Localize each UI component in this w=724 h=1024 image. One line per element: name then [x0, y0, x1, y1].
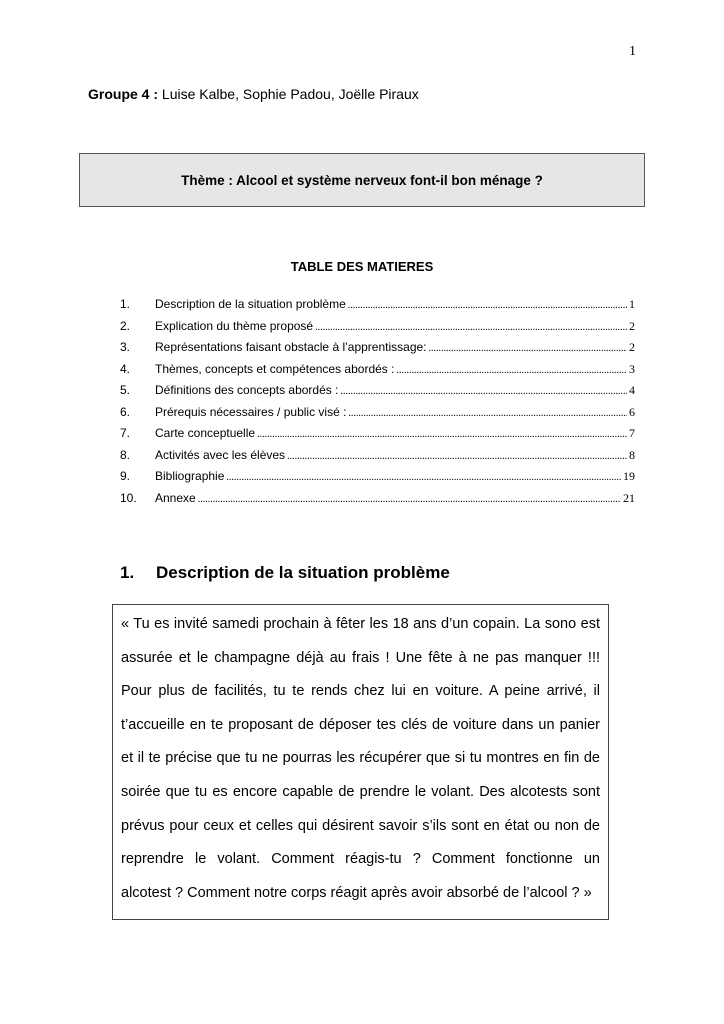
toc-entry[interactable]: [120, 426, 635, 448]
toc-entry-page: 7: [629, 426, 635, 440]
toc-entry-label: Bibliographie: [155, 469, 225, 483]
group-line: [88, 86, 419, 102]
toc-leader-dots: [340, 386, 627, 397]
toc-entry-page: 4: [629, 383, 635, 397]
toc-leader-dots: [429, 343, 628, 354]
toc-entry-page: 19: [623, 469, 635, 483]
group-members: Luise Kalbe, Sophie Padou, Joëlle Piraux: [161, 86, 419, 102]
toc-entry-number: 6.: [120, 404, 131, 419]
toc-title: TABLE DES MATIERES: [290, 259, 434, 274]
toc-entry[interactable]: [120, 362, 635, 384]
toc-entry[interactable]: [120, 405, 635, 427]
quote-line: t’accueille en te proposant de déposer tes clés de voiture dans un panier: [121, 716, 600, 733]
toc-entry-number: 7.: [120, 426, 131, 440]
toc-entry-number: 1.: [120, 297, 131, 311]
toc-leader-dots: [348, 300, 627, 311]
toc-leader-dots: [315, 322, 627, 333]
quote-line: Pour plus de facilités, tu te rends chez lui en voiture. A peine arrivé, il: [121, 683, 600, 700]
quote-line: « Tu es invité samedi prochain à fêter les 18 ans d’un copain. La sono est: [121, 616, 600, 632]
toc-entry-label: Définitions des concepts abordés :: [155, 383, 339, 397]
toc-leader-dots: [198, 494, 621, 505]
toc-entry-label: Description de la situation problème: [155, 297, 346, 311]
toc-leader-dots: [257, 429, 627, 440]
toc-entry[interactable]: [120, 319, 635, 341]
quote-line: assurée et le champagne déjà au frais ! Une fête à ne pas manquer !!!: [121, 649, 600, 666]
theme-box: Thème : Alcool et système nerveux font-il bon ménage ?: [79, 153, 645, 207]
toc-entry[interactable]: [120, 469, 635, 491]
table-of-contents: [120, 297, 635, 512]
situation-quote-box: [112, 604, 609, 920]
toc-entry-page: 2: [629, 340, 635, 354]
toc-entry-number: 10.: [120, 490, 137, 505]
toc-entry-label: Explication du thème proposé: [155, 318, 314, 333]
toc-entry-label: Thèmes, concepts et compétences abordés :: [155, 361, 395, 376]
toc-entry-page: 2: [629, 318, 635, 333]
section-title: Description de la situation problème: [156, 563, 450, 582]
toc-entry-page: 1: [629, 297, 635, 311]
quote-line: reprendre le volant. Comment réagis-tu ? Comment fonctionne un: [121, 851, 600, 868]
toc-entry[interactable]: [120, 297, 635, 319]
quote-line: et il te précise que tu ne pourras les récupérer que si tu montres en fin de: [121, 750, 600, 767]
quote-line: alcotest ? Comment notre corps réagit après avoir absorbé de l’alcool ? »: [121, 884, 592, 901]
toc-entry[interactable]: [120, 491, 635, 513]
toc-leader-dots: [348, 408, 627, 419]
toc-entry-page: 6: [629, 404, 635, 419]
section-number: 1.: [120, 563, 135, 582]
toc-leader-dots: [287, 451, 627, 462]
toc-entry-label: Annexe: [155, 490, 196, 505]
toc-entry-number: 9.: [120, 469, 131, 483]
toc-entry-number: 8.: [120, 447, 131, 462]
toc-entry-label: Activités avec les élèves: [155, 447, 286, 462]
group-label: Groupe 4 :: [88, 86, 159, 102]
toc-entry[interactable]: [120, 340, 635, 362]
toc-entry[interactable]: [120, 383, 635, 405]
toc-entry-number: 2.: [120, 318, 131, 333]
section-heading: [120, 563, 450, 583]
toc-leader-dots: [226, 472, 621, 483]
toc-entry-number: 5.: [120, 383, 131, 397]
toc-entry-label: Prérequis nécessaires / public visé :: [155, 404, 347, 419]
toc-entry-label: Représentations faisant obstacle à l’apprentissage:: [155, 340, 427, 354]
quote-line: prévus pour ceux et celles qui désirent savoir s’ils sont en état ou non de: [121, 817, 600, 834]
toc-entry-page: 8: [629, 447, 635, 462]
toc-entry-page: 21: [623, 490, 635, 505]
quote-line: soirée que tu es encore capable de prendre le volant. Des alcotests sont: [121, 783, 600, 800]
toc-entry-number: 4.: [120, 361, 131, 376]
toc-entry-page: 3: [629, 361, 635, 376]
toc-entry-label: Carte conceptuelle: [155, 426, 256, 440]
toc-entry-number: 3.: [120, 340, 131, 354]
toc-leader-dots: [396, 365, 627, 376]
page-number: 1: [629, 44, 636, 59]
toc-entry[interactable]: [120, 448, 635, 470]
